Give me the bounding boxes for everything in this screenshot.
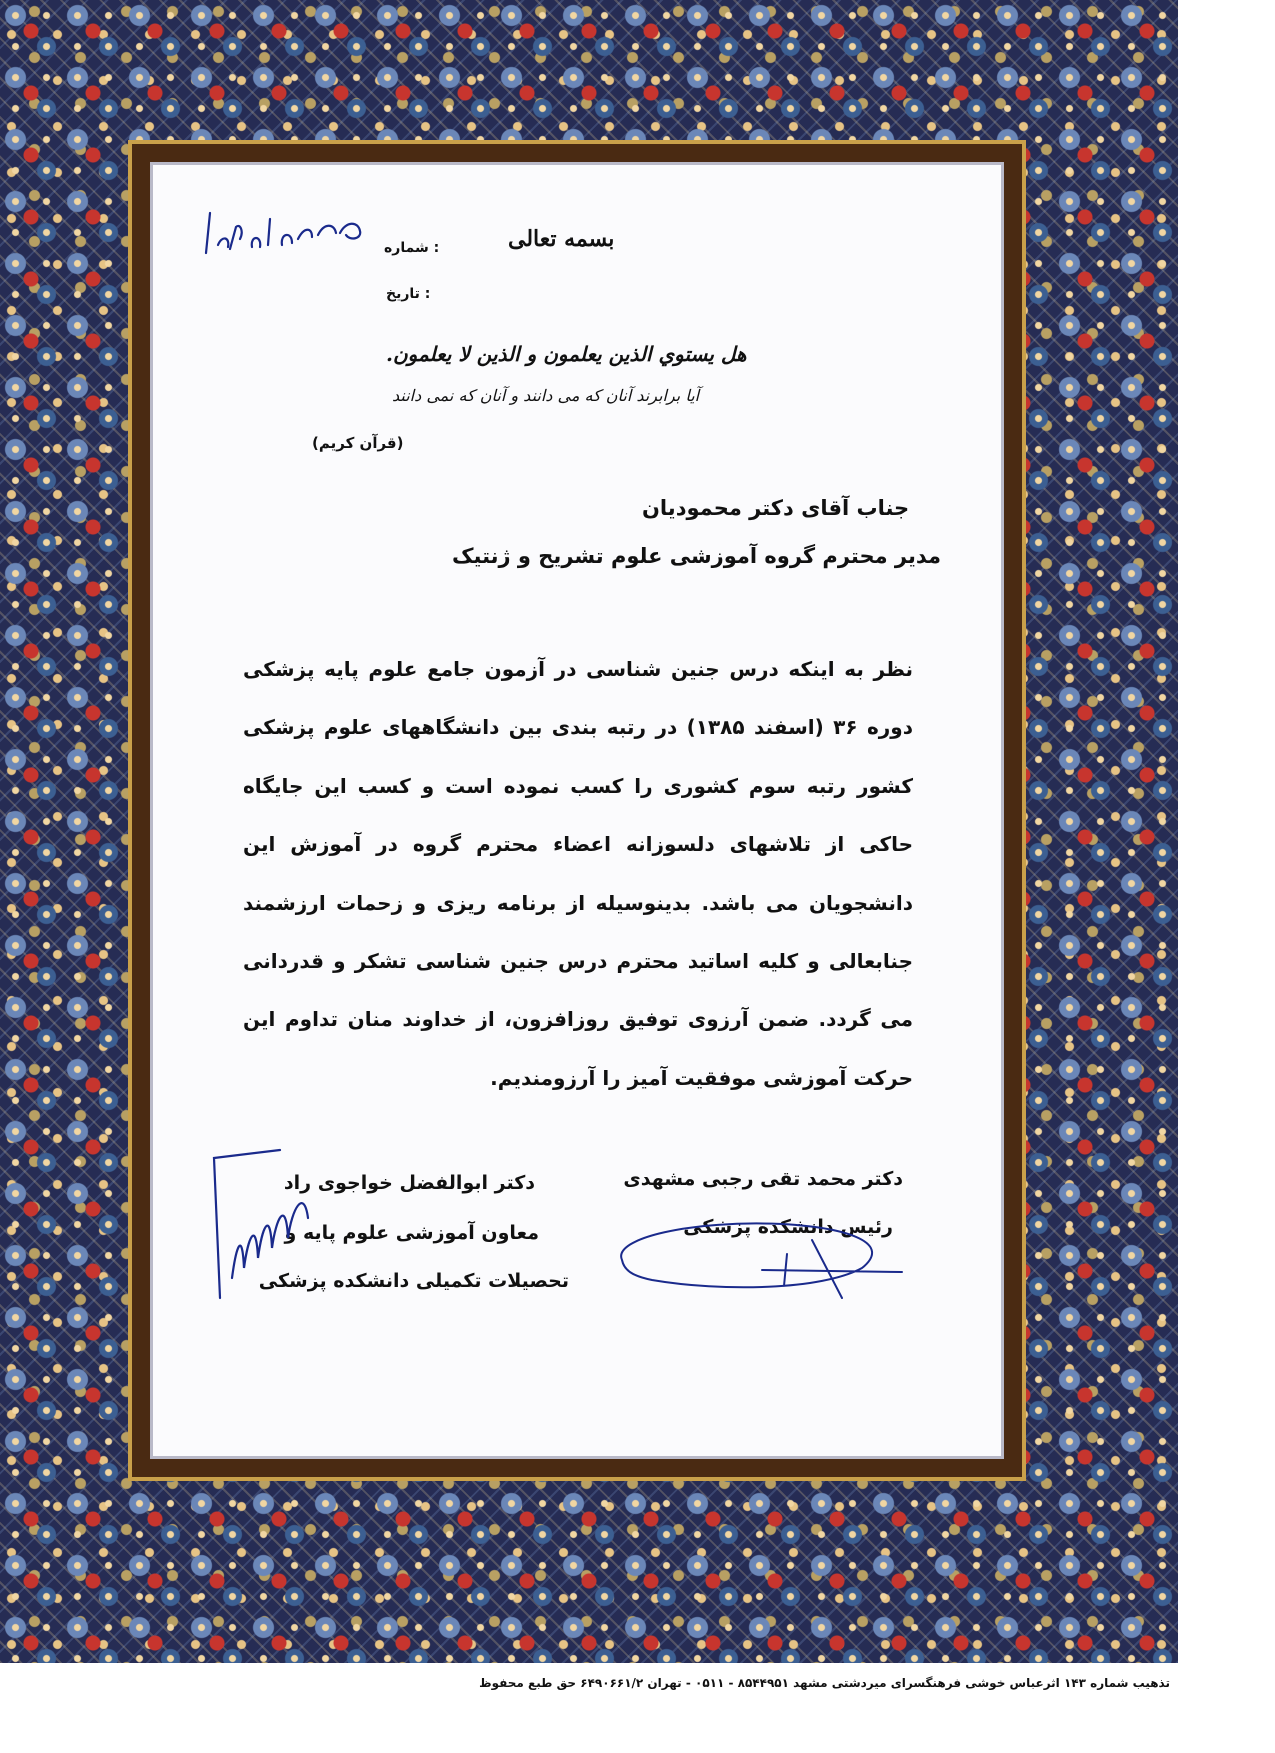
body-paragraph: نظر به اینکه درس جنین شناسی در آزمون جامع علوم پایه پزشکی دوره ۳۶ (اسفند ۱۳۸۵) در رتبه بندی بین دانشگاههای علوم پزشکی کشور رتبه سوم کشوری را کسب نموده است و کسب این جایگاه حاکی از تلاشهای دلسوزانه اعضاء محترم گروه در آموزش این دانشجویان می باشد. بدینوسیله از برنامه ریزی و زحمات ارزشمند جنابعالی و کلیه اساتید محترم درس جنین شناسی تشکر و قدردانی می گردد. ضمن آرزوی توفیق روزافزون، از خداوند منان تداوم این حرکت آموزشی موفقیت آمیز را آرزومندیم. (243, 657, 914, 1090)
addressee-title: مدیر محترم گروه آموزشی علوم تشریح و ژنتیک (452, 544, 941, 568)
handwritten-reference-number (200, 205, 380, 265)
signatory-left-name: دکتر ابوالفضل خواجوی راد (283, 1172, 535, 1194)
quran-verse-arabic: هل يستوي الذين يعلمون و الذين لا يعلمون. (386, 342, 747, 366)
signatory-right-name: دکتر محمد تقی رجبی مشهدی (623, 1168, 903, 1190)
print-credit-footer: تذهیب شماره ۱۴۳ اثرعباس خوشی فرهنگسرای میردشتی مشهد ۸۵۴۴۹۵۱ - ۰۵۱۱ - تهران ۶۴۹۰۶۶۱/۲ حق طبع محفوظ (479, 1676, 1170, 1690)
bismillah-heading: بسمه تعالی (508, 226, 615, 252)
quote-source: (قرآن کریم) (312, 434, 404, 452)
signatory-left-title-line1: معاون آموزشی علوم پایه و (284, 1222, 539, 1244)
signature-right (612, 1200, 912, 1305)
signatory-left-title-line2: تحصیلات تکمیلی دانشکده پزشکی (258, 1270, 569, 1292)
signature-left (212, 1128, 322, 1308)
number-label: شماره : (384, 240, 440, 256)
letter-body (243, 640, 913, 1107)
date-label: تاریخ : (386, 286, 431, 302)
quran-verse-translation: آيا برابرند آنان كه مى دانند و آنان كه نمى دانند (392, 386, 700, 405)
signatory-right-title: رئیس دانشکده پزشکی (683, 1216, 893, 1238)
addressee-name: جناب آقای دکتر محمودیان (642, 496, 910, 520)
